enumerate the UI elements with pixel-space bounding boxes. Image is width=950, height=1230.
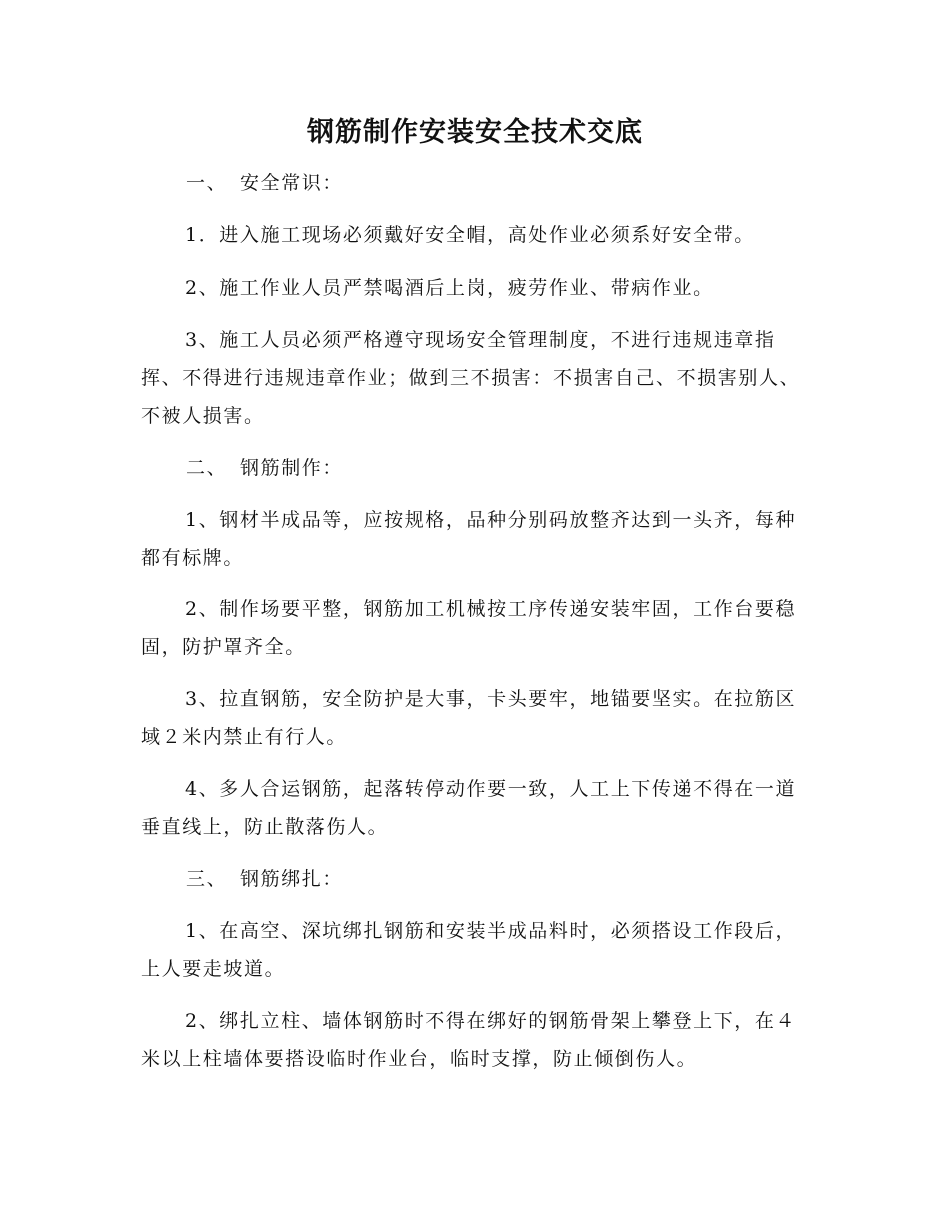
paragraph: 3、拉直钢筋，安全防护是大事，卡头要牢，地锚要坚实。在拉筋区域２米内禁止有行人。 (141, 688, 797, 748)
section-title: 钢筋制作： (240, 457, 344, 479)
paragraph: 2、制作场要平整，钢筋加工机械按工序传递安装牢固，工作台要稳固，防护罩齐全。 (141, 598, 797, 658)
paragraph: 4、多人合运钢筋，起落转停动作要一致，人工上下传递不得在一道垂直线上，防止散落伤人。 (141, 778, 797, 838)
section-heading-rebar-binding (186, 860, 786, 898)
document-title: 钢筋制作安装安全技术交底 (307, 117, 643, 148)
paragraph: 2、绑扎立柱、墙体钢筋时不得在绑好的钢筋骨架上攀登上下，在４米以上柱墙体要搭设临时作业台，临时支撑，防止倾倒伤人。 (141, 1010, 797, 1070)
paragraph: 2、施工作业人员严禁喝酒后上岗，疲劳作业、带病作业。 (185, 277, 714, 299)
section-heading-rebar-making (186, 449, 786, 487)
section-number: 三、 (186, 868, 228, 890)
paragraph: 3、施工人员必须严格遵守现场安全管理制度，不进行违规违章指挥、不得进行违规违章作业；做到三不损害：不损害自己、不损害别人、不被人损害。 (141, 329, 801, 427)
section-title: 安全常识： (240, 172, 344, 194)
paragraph: 1．进入施工现场必须戴好安全帽，高处作业必须系好安全带。 (185, 224, 755, 246)
section-heading-safety (186, 164, 786, 202)
paragraph: 1、在高空、深坑绑扎钢筋和安装半成品料时，必须搭设工作段后，上人要走坡道。 (141, 920, 797, 980)
section-number: 一、 (186, 172, 228, 194)
paragraph: 1、钢材半成品等，应按规格，品种分别码放整齐达到一头齐，每种都有标牌。 (141, 509, 797, 569)
section-title: 钢筋绑扎： (240, 868, 344, 890)
section-number: 二、 (186, 457, 228, 479)
